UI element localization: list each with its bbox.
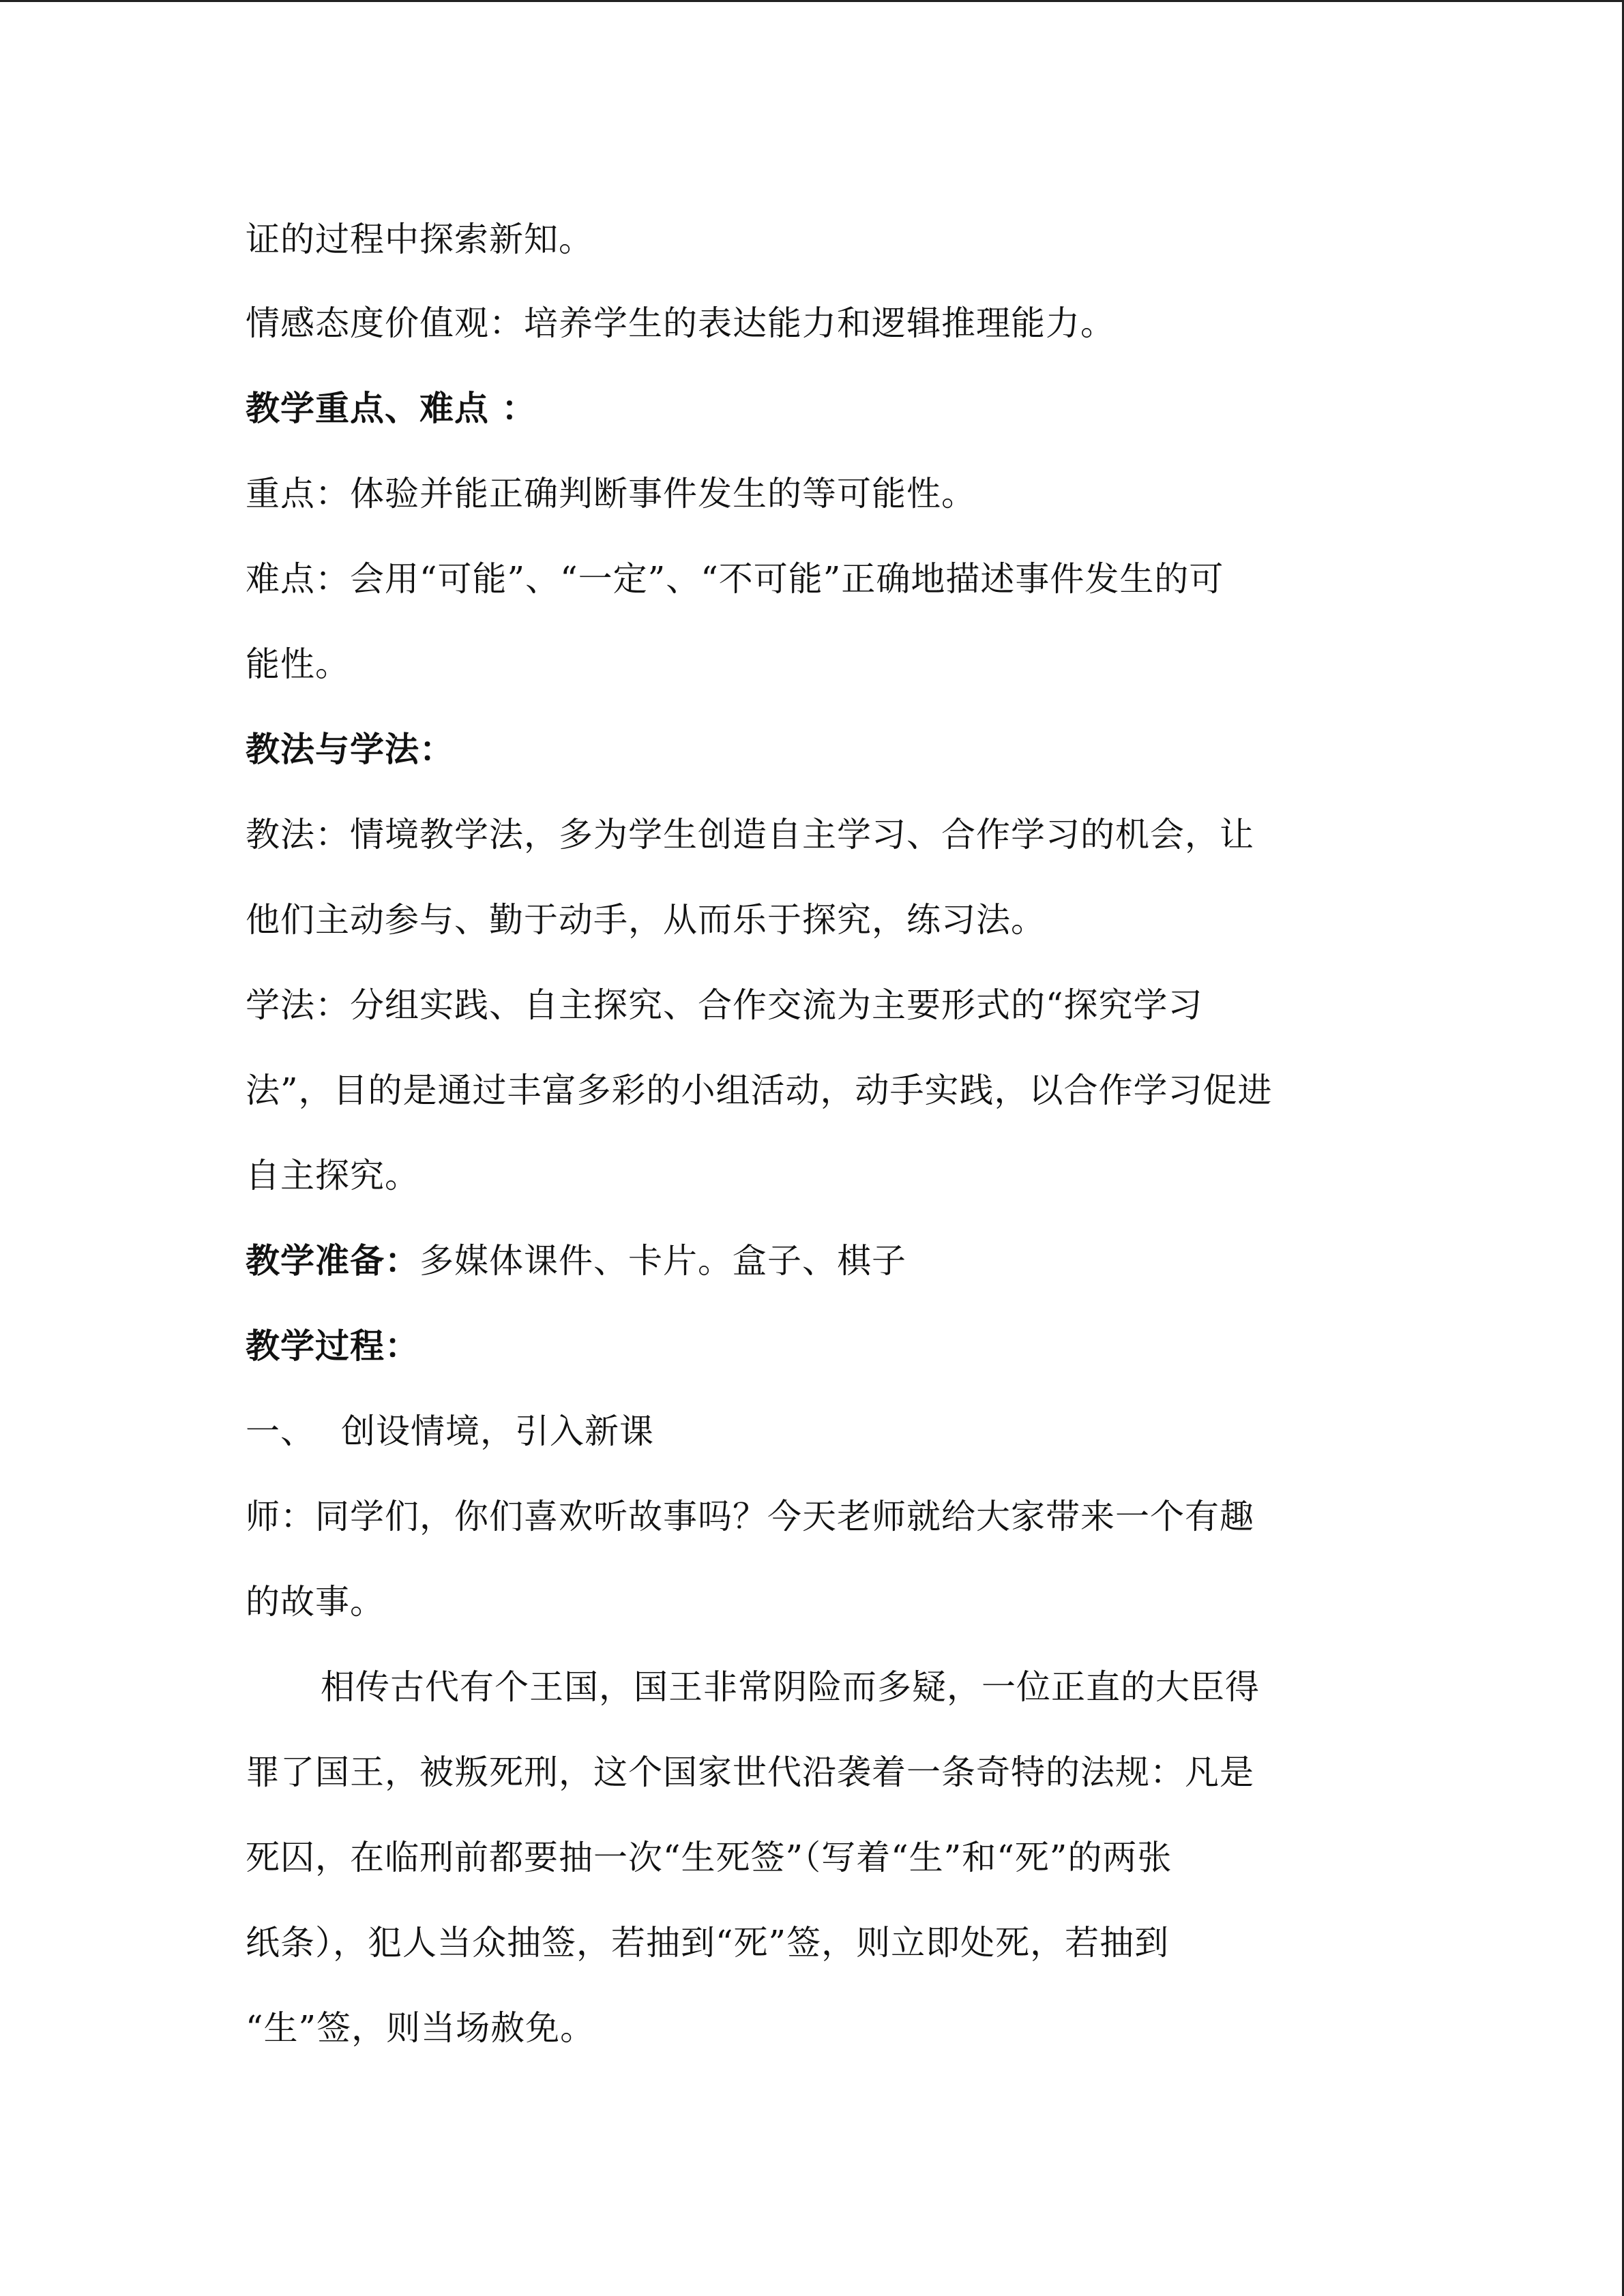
preparation-line: [246, 1234, 906, 1288]
text-line: 重点：体验并能正确判断事件发生的等可能性。: [246, 474, 976, 513]
section-title-text: 创设情境，引入新课: [341, 1412, 654, 1451]
text-line: 的故事。: [246, 1582, 385, 1622]
text-line: 死囚，在临刑前都要抽一次“生死签”（写着“生”和“死”的两张: [246, 1838, 1172, 1877]
text-line: 情感态度价值观：培养学生的表达能力和逻辑推理能力。: [246, 303, 1115, 343]
text-line: 师：同学们，你们喜欢听故事吗？今天老师就给大家带来一个有趣: [246, 1497, 1254, 1536]
heading-preparation: 教学准备：: [246, 1240, 419, 1281]
text-line: “生”签，则当场赦免。: [246, 2008, 595, 2048]
text-line: 他们主动参与、勤于动手，从而乐于探究，练习法。: [246, 900, 1046, 940]
text-line: 学法：分组实践、自主探究、合作交流为主要形式的“探究学习: [246, 985, 1203, 1025]
heading-key-points: 教学重点、难点 ：: [246, 388, 537, 428]
text-line: 纸条），犯人当众抽签，若抽到“死”签，则立即处死，若抽到: [246, 1923, 1170, 1963]
text-line: 罪了国王，被叛死刑，这个国家世代沿袭着一条奇特的法规：凡是: [246, 1753, 1254, 1792]
heading-process: 教学过程：: [246, 1326, 419, 1366]
text-line: 难点：会用“可能”、“一定”、“不可能”正确地描述事件发生的可: [246, 559, 1224, 599]
section-title: [246, 1404, 654, 1459]
text-line: 自主探究。: [246, 1156, 419, 1195]
text-line: 能性。: [246, 644, 350, 684]
heading-methods: 教法与学法：: [246, 729, 454, 769]
text-line: 法”，目的是通过丰富多彩的小组活动，动手实践，以合作学习促进: [246, 1071, 1273, 1110]
section-number: 一、: [246, 1412, 315, 1451]
paragraph-first-line: 相传古代有个王国，国王非常阴险而多疑，一位正直的大臣得: [321, 1667, 1260, 1707]
text-line: 教法：情境教学法，多为学生创造自主学习、合作学习的机会，让: [246, 815, 1254, 854]
preparation-text: 多媒体课件、卡片。盒子、棋子: [419, 1241, 906, 1281]
text-line: 证的过程中探索新知。: [246, 220, 593, 259]
